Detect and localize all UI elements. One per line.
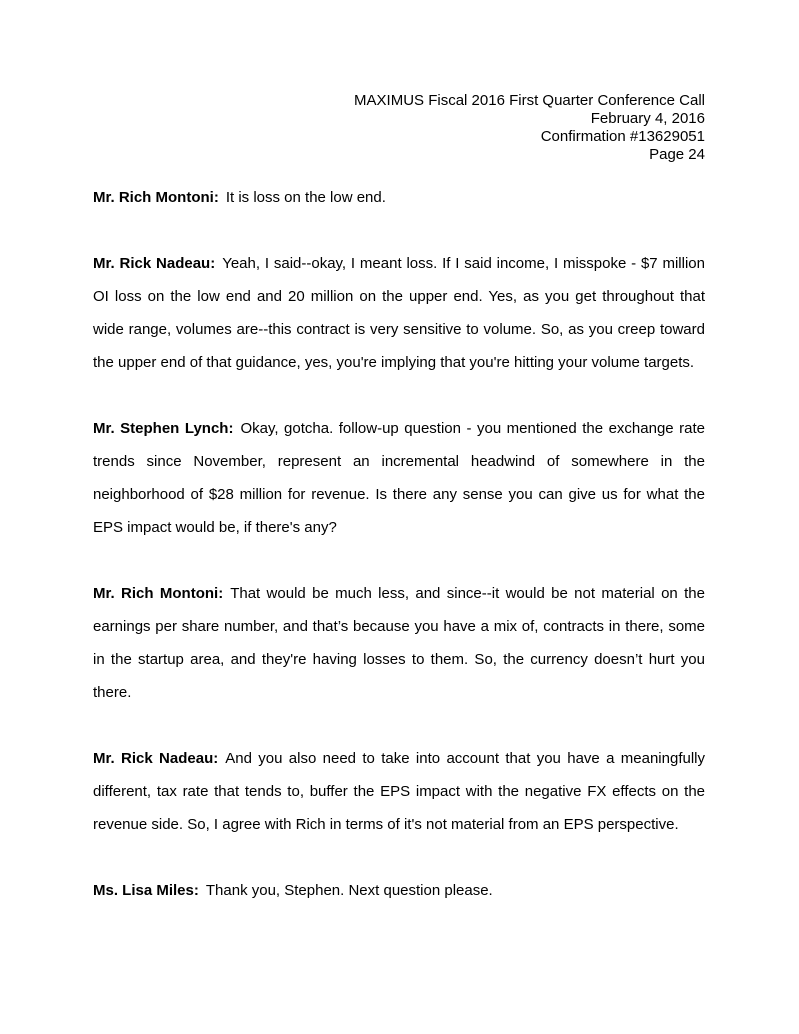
speech-text: That would be much less, and since--it would be not material on the earnings per share number, and that’s because you have a mix of, contracts in there, some in the startup area, and they're having losses to them. So, the currency doesn’t hurt you there. (93, 585, 705, 701)
transcript-paragraph (93, 181, 705, 214)
header-title-line: MAXIMUS Fiscal 2016 First Quarter Conference Call (354, 92, 705, 109)
speech-text: It is loss on the low end. (225, 189, 386, 206)
speech-text: And you also need to take into account that you have a meaningfully different, tax rate that tends to, buffer the EPS impact with the negative FX effects on the revenue side. So, I agree with Rich in terms of it's not material from an EPS perspective. (93, 750, 706, 833)
speaker-name: Mr. Stephen Lynch: (93, 420, 234, 437)
transcript-paragraph (93, 742, 705, 841)
header-page-number-line: Page 24 (649, 146, 705, 163)
header-confirmation-line: Confirmation #13629051 (540, 128, 705, 145)
transcript-paragraph (93, 577, 705, 709)
speaker-name: Mr. Rick Nadeau: (93, 255, 216, 272)
speech-text: Okay, gotcha. follow-up question - you mentioned the exchange rate trends since November, represent an incremental headwind of somewhere in the neighborhood of $28 million for revenue. Is there any sense you can give us for what the EPS impact would be, if there's any? (93, 420, 705, 536)
transcript-paragraph (93, 247, 705, 379)
document-header (93, 0, 705, 164)
speaker-name: Mr. Rich Montoni: (93, 585, 224, 602)
speaker-name: Mr. Rick Nadeau: (93, 750, 219, 767)
header-date-line: February 4, 2016 (590, 110, 705, 127)
speech-text: Yeah, I said--okay, I meant loss. If I said income, I misspoke - $7 million OI loss on the low end and 20 million on the upper end. Yes, as you get throughout that wide range, volumes are--this contract is very sensitive to volume. So, as you creep toward the upper end of that guidance, yes, you're implying that you're hitting your volume targets. (93, 255, 705, 371)
speaker-name: Mr. Rich Montoni: (93, 189, 219, 206)
speaker-name: Ms. Lisa Miles: (93, 882, 199, 899)
transcript-body (93, 181, 705, 907)
transcript-paragraph (93, 412, 705, 544)
speech-text: Thank you, Stephen. Next question please. (205, 882, 493, 899)
transcript-paragraph (93, 874, 705, 907)
